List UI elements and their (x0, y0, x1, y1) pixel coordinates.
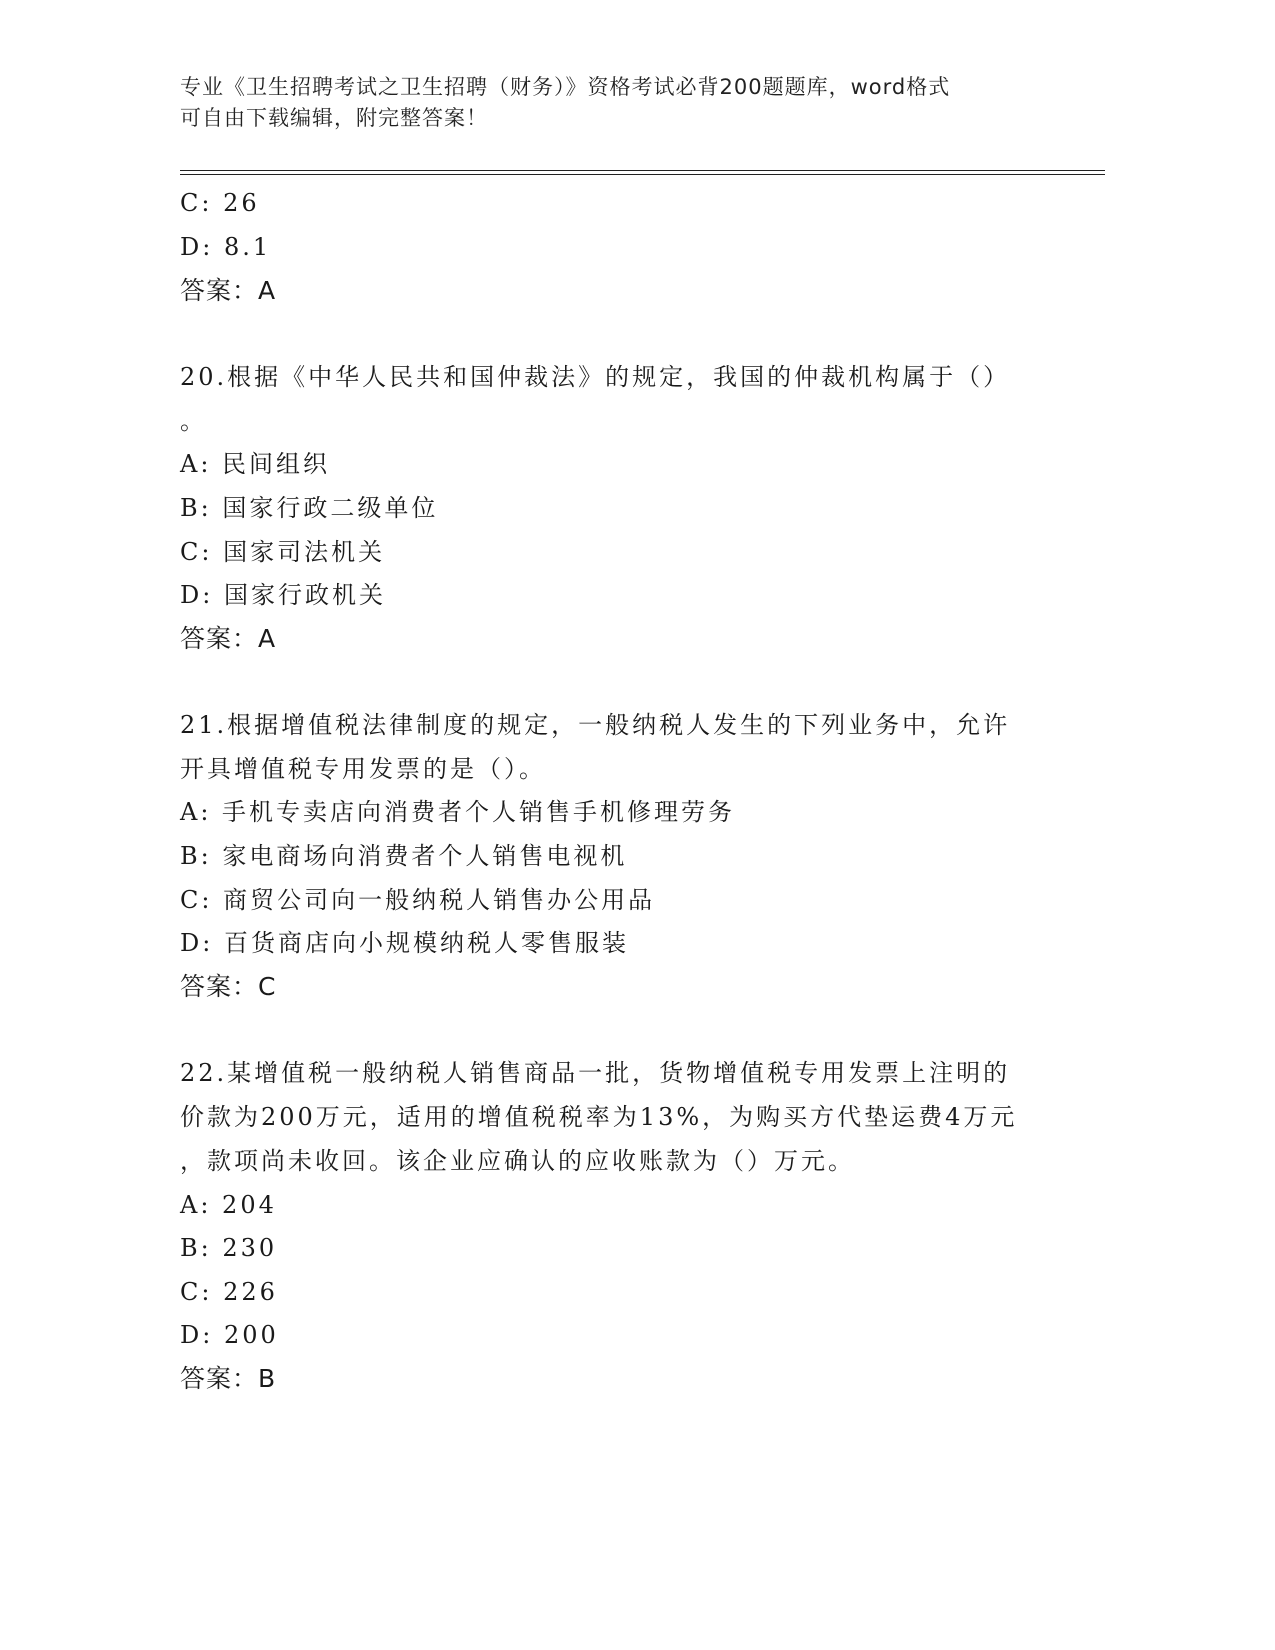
header-divider-top (180, 170, 1105, 171)
question-21-option-d: D: 百货商店向小规模纳税人零售服装 (180, 929, 629, 957)
question-22-stem-line-2: 价款为200万元，适用的增值税税率为13%，为购买方代垫运费4万元 (180, 1103, 1018, 1131)
prev-question-option-c: C: 26 (180, 189, 260, 217)
question-20-stem-line-2: 。 (180, 407, 207, 435)
question-21-answer: 答案：C (180, 972, 277, 1001)
question-20-option-c: C: 国家司法机关 (180, 538, 386, 566)
header-title-line-1: 专业《卫生招聘考试之卫生招聘（财务）》资格考试必背200题题库，word格式 (180, 75, 951, 99)
header-title-line-2: 可自由下载编辑，附完整答案！ (180, 106, 488, 130)
prev-question-option-d: D: 8.1 (180, 233, 272, 261)
question-22-option-b: B: 230 (180, 1234, 278, 1262)
question-21-option-c: C: 商贸公司向一般纳税人销售办公用品 (180, 886, 656, 914)
question-21-option-b: B: 家电商场向消费者个人销售电视机 (180, 842, 628, 870)
question-22-option-d: D: 200 (180, 1321, 279, 1349)
question-22-stem-line-3: ，款项尚未收回。该企业应确认的应收账款为（）万元。 (180, 1147, 855, 1175)
header-divider-bottom (180, 174, 1105, 175)
question-21-stem-line-1: 21.根据增值税法律制度的规定，一般纳税人发生的下列业务中，允许 (180, 711, 1011, 739)
question-20-option-a: A: 民间组织 (180, 450, 331, 478)
question-22-option-a: A: 204 (180, 1191, 277, 1219)
question-21-stem-line-2: 开具增值税专用发票的是（）。 (180, 755, 546, 783)
question-22-option-c: C: 226 (180, 1278, 278, 1306)
question-21-option-a: A: 手机专卖店向消费者个人销售手机修理劳务 (180, 798, 736, 826)
question-22-stem-line-1: 22.某增值税一般纳税人销售商品一批，货物增值税专用发票上注明的 (180, 1059, 1011, 1087)
question-22-answer: 答案：B (180, 1364, 277, 1393)
question-20-option-d: D: 国家行政机关 (180, 581, 386, 609)
document-header (180, 72, 1060, 134)
question-20-answer: 答案：A (180, 624, 277, 653)
question-20-option-b: B: 国家行政二级单位 (180, 494, 439, 522)
question-20-stem-line-1: 20.根据《中华人民共和国仲裁法》的规定，我国的仲裁机构属于（） (180, 363, 1011, 391)
prev-question-answer: 答案：A (180, 276, 277, 305)
